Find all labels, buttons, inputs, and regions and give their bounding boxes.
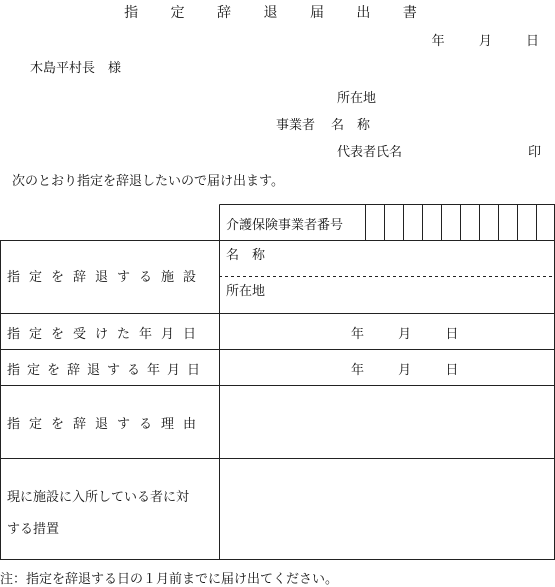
facility-location-label: 所在地 bbox=[226, 284, 266, 299]
applicant-name-label: 名 称 bbox=[331, 118, 371, 133]
designated-month: 月 bbox=[398, 327, 412, 342]
intro-text: 次のとおり指定を辞退したいので届け出ます。 bbox=[12, 174, 284, 189]
reason-label: 指定を辞退する理由 bbox=[7, 417, 206, 432]
facility-name-label: 名 称 bbox=[226, 248, 266, 263]
date-year: 年 bbox=[431, 34, 445, 49]
designated-day: 日 bbox=[445, 327, 459, 342]
applicant-representative-label: 代表者氏名 bbox=[337, 145, 403, 160]
footnote: 注：指定を辞退する日の１月前までに届け出てください。 bbox=[0, 572, 339, 587]
measures-label-line2: する措置 bbox=[7, 522, 60, 537]
withdrawal-year: 年 bbox=[351, 363, 365, 378]
addressee: 木島平村長 様 bbox=[30, 61, 122, 76]
withdrawal-date-label: 指定を辞退する年月日 bbox=[7, 363, 208, 378]
designated-date-fields bbox=[351, 323, 458, 342]
measures-label-line1: 現に施設に入所している者に対 bbox=[7, 490, 190, 505]
document-title: 指 定 辞 退 届 出 書 bbox=[124, 5, 431, 21]
applicant-business-label: 事業者 bbox=[276, 118, 316, 133]
withdrawal-month: 月 bbox=[398, 363, 412, 378]
withdrawal-date-fields bbox=[351, 359, 458, 378]
applicant-location-label: 所在地 bbox=[337, 91, 377, 106]
designated-year: 年 bbox=[351, 327, 365, 342]
date-day: 日 bbox=[525, 34, 539, 49]
date-month: 月 bbox=[478, 34, 492, 49]
facility-label: 指定を辞退する施設 bbox=[7, 270, 206, 285]
withdrawal-day: 日 bbox=[445, 363, 459, 378]
designated-date-label: 指定を受けた年月日 bbox=[7, 327, 206, 342]
provider-number-label: 介護保険事業者番号 bbox=[226, 218, 344, 233]
seal-mark: 印 bbox=[527, 145, 541, 160]
